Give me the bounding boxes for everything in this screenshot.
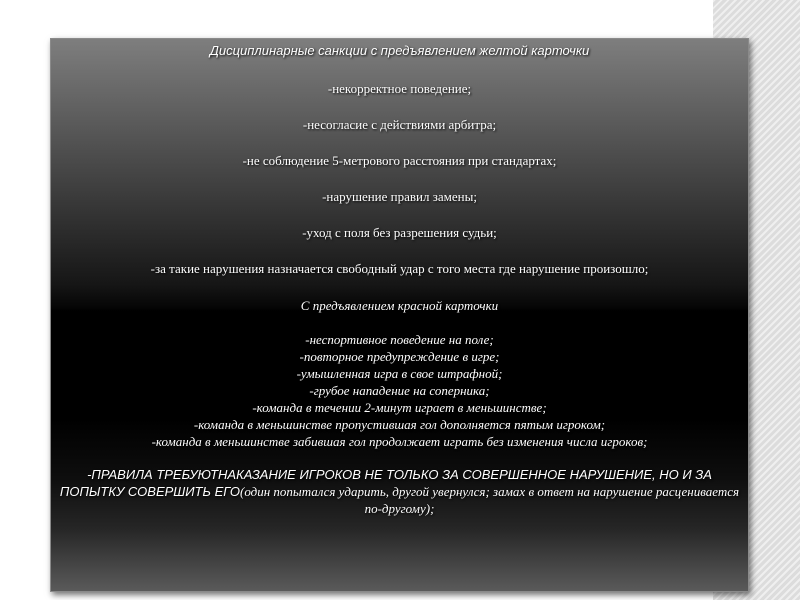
yellow-item: -уход с поля без разрешения судьи;: [302, 225, 497, 240]
yellow-item: -нарушение правил замены;: [322, 189, 477, 204]
yellow-item: -несогласие с действиями арбитра;: [302, 117, 497, 132]
slide-content: [50, 38, 749, 592]
red-item: -повторное предупреждение в игре;: [299, 349, 500, 364]
rules-note-caps: -ПРАВИЛА ТРЕБУЮТНАКАЗАНИЕ ИГРОКОВ НЕ ТОЛЬКО ЗА СОВЕРШЕННОЕ НАРУШЕНИЕ, НО И ЗА ПОПЫТКУ СОВЕРШИТЬ ЕГО: [59, 467, 712, 499]
red-item: -команда в меньшинстве пропустившая гол дополняется пятым игроком;: [193, 417, 606, 432]
rules-note: [60, 466, 740, 517]
red-item: -команда в меньшинстве забившая гол продолжает играть без изменения числа игроков;: [151, 434, 648, 449]
yellow-card-heading: Дисциплинарные санкции с предъявлением желтой карточки: [209, 43, 590, 58]
red-item: -умышленная игра в свое штрафной;: [296, 366, 503, 381]
yellow-item: -за такие нарушения назначается свободный удар с того места где нарушение произошло;: [150, 261, 649, 276]
yellow-item: -не соблюдение 5-метрового расстояния при стандартах;: [242, 153, 557, 168]
rules-note-example: (один попытался ударить, другой увернулся; замах в ответ на нарушение расценивается по-другому);: [240, 484, 740, 516]
red-item: -грубое нападение на соперника;: [309, 383, 490, 398]
yellow-item: -некорректное поведение;: [327, 81, 472, 96]
red-card-heading: С предъявлением красной карточки: [300, 298, 499, 313]
red-item: -команда в течении 2-минут играет в меньшинстве;: [252, 400, 547, 415]
red-item: -неспортивное поведение на поле;: [305, 332, 494, 347]
